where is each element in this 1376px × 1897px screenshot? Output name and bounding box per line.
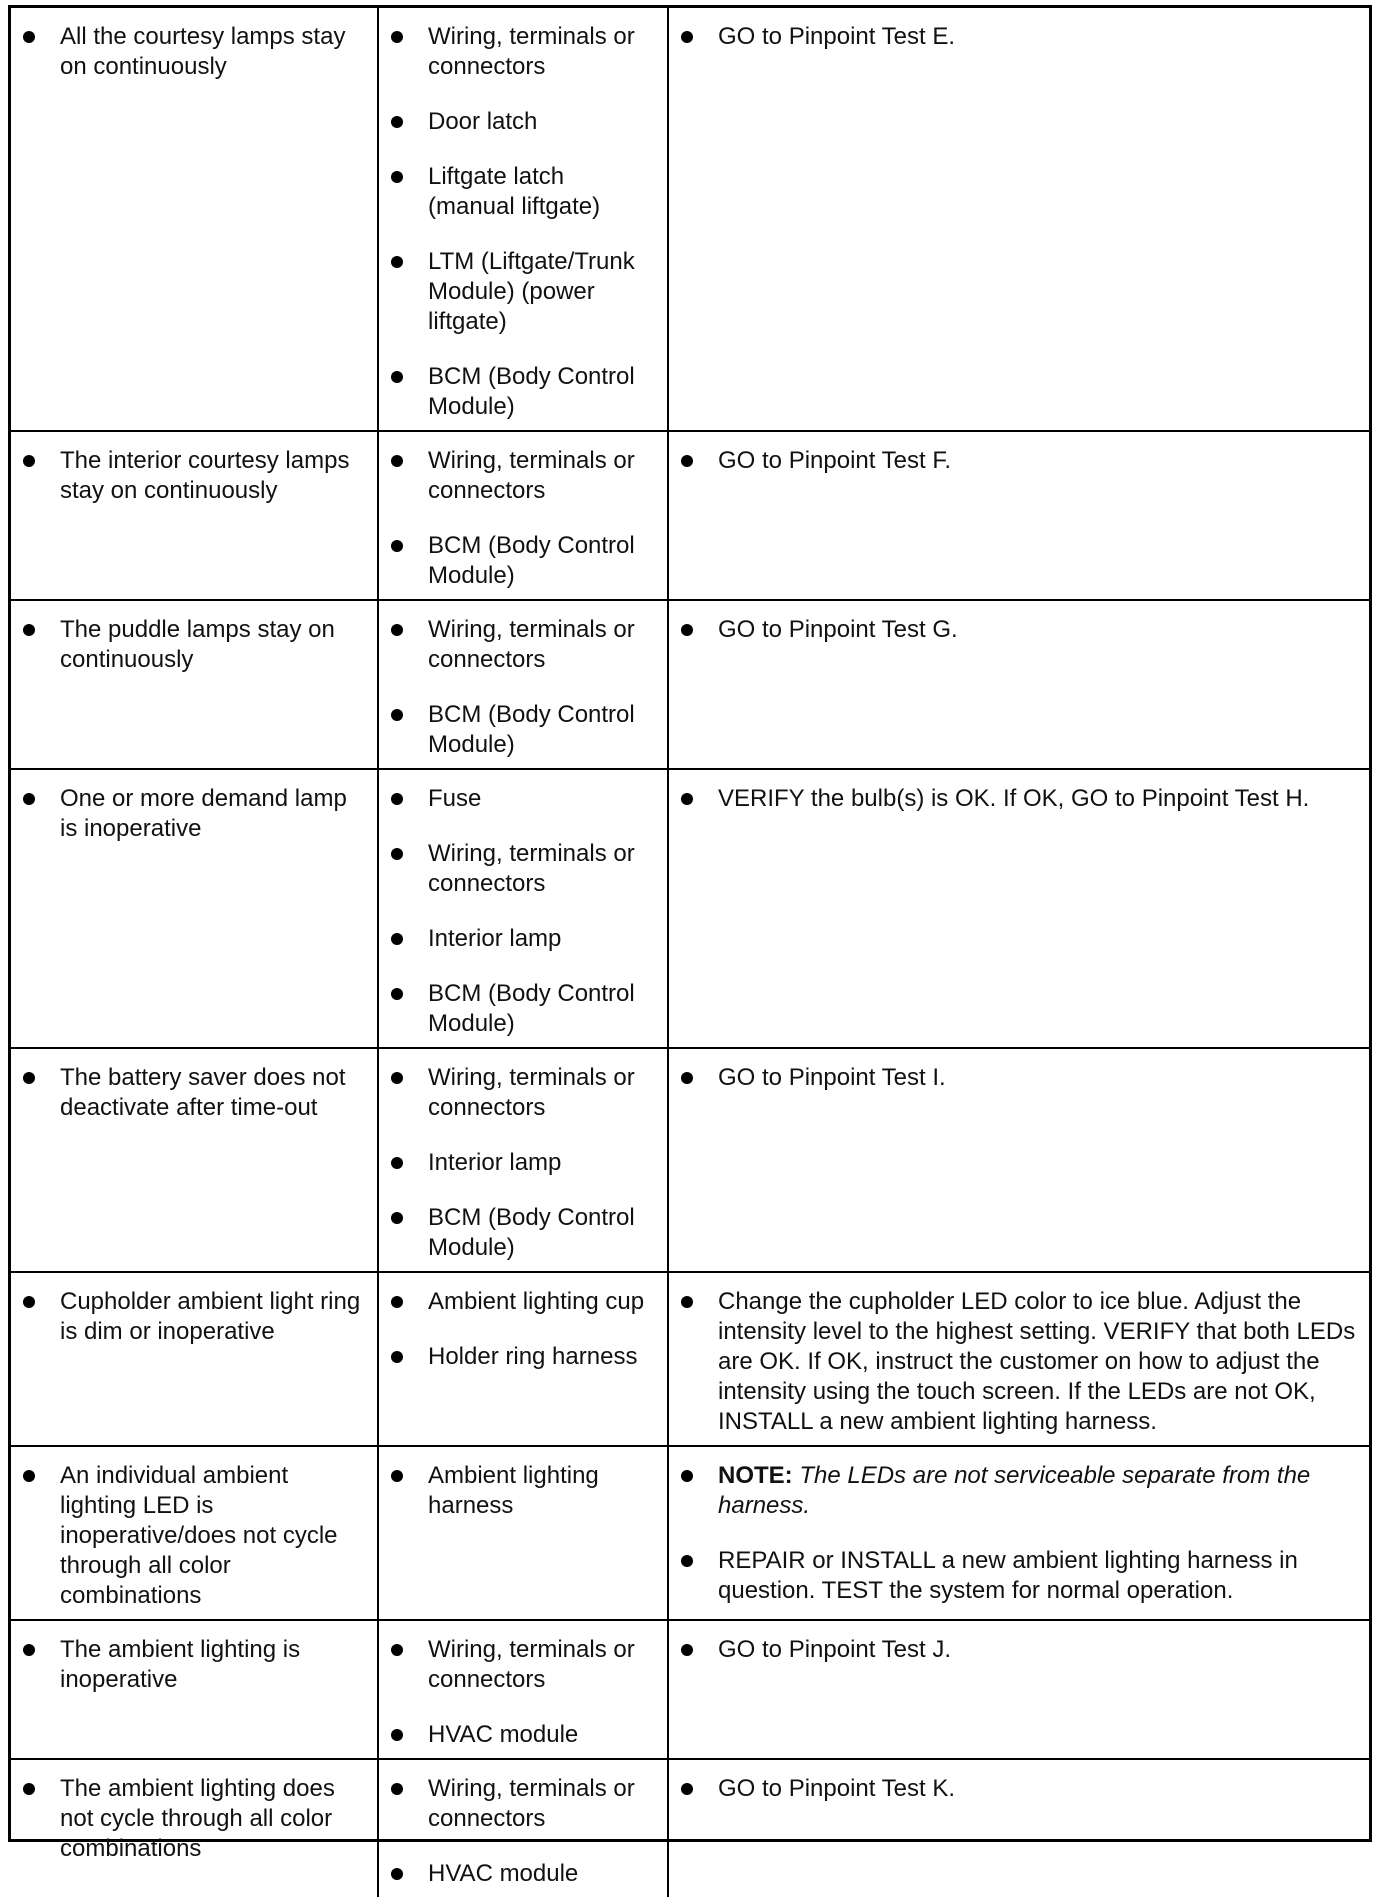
source-item: Liftgate latch (manual liftgate) bbox=[389, 162, 657, 222]
source-item: Wiring, terminals or connectors bbox=[389, 22, 657, 82]
source-item: BCM (Body Control Module) bbox=[389, 1203, 657, 1263]
action-text: GO to Pinpoint Test I. bbox=[679, 1063, 1359, 1093]
source-item: BCM (Body Control Module) bbox=[389, 531, 657, 591]
condition-text: An individual ambient lighting LED is inoperative/does not cycle through all color combinations bbox=[21, 1461, 367, 1611]
source-item: Door latch bbox=[389, 107, 657, 137]
source-item: Wiring, terminals or connectors bbox=[389, 615, 657, 675]
symptom-chart bbox=[8, 5, 1372, 1887]
action-cell bbox=[668, 8, 1369, 431]
condition-cell bbox=[11, 1048, 378, 1272]
action-cell bbox=[668, 431, 1369, 600]
possible-sources-cell bbox=[378, 431, 668, 600]
source-item: HVAC module bbox=[389, 1859, 657, 1889]
action-text: REPAIR or INSTALL a new ambient lighting harness in question. TEST the system for normal operation. bbox=[679, 1546, 1359, 1606]
symptom-table bbox=[11, 8, 1369, 1897]
condition-text: The puddle lamps stay on continuously bbox=[21, 615, 367, 675]
note-text: The LEDs are not serviceable separate from the harness. bbox=[718, 1462, 1311, 1519]
action-cell bbox=[668, 1048, 1369, 1272]
condition-text: One or more demand lamp is inoperative bbox=[21, 784, 367, 844]
source-item: Holder ring harness bbox=[389, 1342, 657, 1372]
source-item: Wiring, terminals or connectors bbox=[389, 446, 657, 506]
action-text: Change the cupholder LED color to ice blue. Adjust the intensity level to the highest setting. VERIFY that both LEDs are OK. If OK, instruct the customer on how to adjust the intensity using the touch screen. If the LEDs are not OK, INSTALL a new ambient lighting harness. bbox=[679, 1287, 1359, 1437]
source-item: BCM (Body Control Module) bbox=[389, 979, 657, 1039]
table-row bbox=[11, 8, 1369, 431]
possible-sources-cell bbox=[378, 1446, 668, 1620]
possible-sources-cell bbox=[378, 1272, 668, 1446]
condition-cell bbox=[11, 1759, 378, 1897]
table-row bbox=[11, 1620, 1369, 1759]
action-text: GO to Pinpoint Test E. bbox=[679, 22, 1359, 52]
condition-text: The interior courtesy lamps stay on continuously bbox=[21, 446, 367, 506]
table-row bbox=[11, 769, 1369, 1048]
condition-cell bbox=[11, 8, 378, 431]
note-label: NOTE: bbox=[718, 1462, 793, 1489]
condition-cell bbox=[11, 769, 378, 1048]
action-text: GO to Pinpoint Test F. bbox=[679, 446, 1359, 476]
source-item: Wiring, terminals or connectors bbox=[389, 839, 657, 899]
source-item: LTM (Liftgate/Trunk Module) (power liftgate) bbox=[389, 247, 657, 337]
source-item: Wiring, terminals or connectors bbox=[389, 1774, 657, 1834]
action-cell bbox=[668, 1759, 1369, 1897]
table-row bbox=[11, 1759, 1369, 1897]
condition-text: All the courtesy lamps stay on continuously bbox=[21, 22, 367, 82]
source-item: Ambient lighting harness bbox=[389, 1461, 657, 1521]
condition-text: The ambient lighting is inoperative bbox=[21, 1635, 367, 1695]
possible-sources-cell bbox=[378, 1759, 668, 1897]
source-item: Wiring, terminals or connectors bbox=[389, 1063, 657, 1123]
source-item: Interior lamp bbox=[389, 924, 657, 954]
possible-sources-cell bbox=[378, 769, 668, 1048]
action-cell bbox=[668, 769, 1369, 1048]
condition-cell bbox=[11, 1272, 378, 1446]
possible-sources-cell bbox=[378, 600, 668, 769]
possible-sources-cell bbox=[378, 1620, 668, 1759]
possible-sources-cell bbox=[378, 8, 668, 431]
action-text: GO to Pinpoint Test G. bbox=[679, 615, 1359, 645]
source-item: HVAC module bbox=[389, 1720, 657, 1750]
action-text: GO to Pinpoint Test J. bbox=[679, 1635, 1359, 1665]
action-cell bbox=[668, 1272, 1369, 1446]
condition-cell bbox=[11, 600, 378, 769]
table-row bbox=[11, 600, 1369, 769]
source-item: BCM (Body Control Module) bbox=[389, 700, 657, 760]
action-text: VERIFY the bulb(s) is OK. If OK, GO to Pinpoint Test H. bbox=[679, 784, 1359, 814]
condition-text: The battery saver does not deactivate after time-out bbox=[21, 1063, 367, 1123]
condition-cell bbox=[11, 431, 378, 600]
condition-text: Cupholder ambient light ring is dim or inoperative bbox=[21, 1287, 367, 1347]
table-row bbox=[11, 431, 1369, 600]
source-item: Wiring, terminals or connectors bbox=[389, 1635, 657, 1695]
action-cell bbox=[668, 1446, 1369, 1620]
possible-sources-cell bbox=[378, 1048, 668, 1272]
source-item: Ambient lighting cup bbox=[389, 1287, 657, 1317]
condition-text: The ambient lighting does not cycle through all color combinations bbox=[21, 1774, 367, 1864]
condition-cell bbox=[11, 1446, 378, 1620]
source-item: Interior lamp bbox=[389, 1148, 657, 1178]
source-item: BCM (Body Control Module) bbox=[389, 362, 657, 422]
table-row bbox=[11, 1272, 1369, 1446]
action-cell bbox=[668, 1620, 1369, 1759]
table-row bbox=[11, 1048, 1369, 1272]
table-row bbox=[11, 1446, 1369, 1620]
action-text: GO to Pinpoint Test K. bbox=[679, 1774, 1359, 1804]
condition-cell bbox=[11, 1620, 378, 1759]
source-item: Fuse bbox=[389, 784, 657, 814]
action-cell bbox=[668, 600, 1369, 769]
note-item bbox=[679, 1461, 1359, 1521]
